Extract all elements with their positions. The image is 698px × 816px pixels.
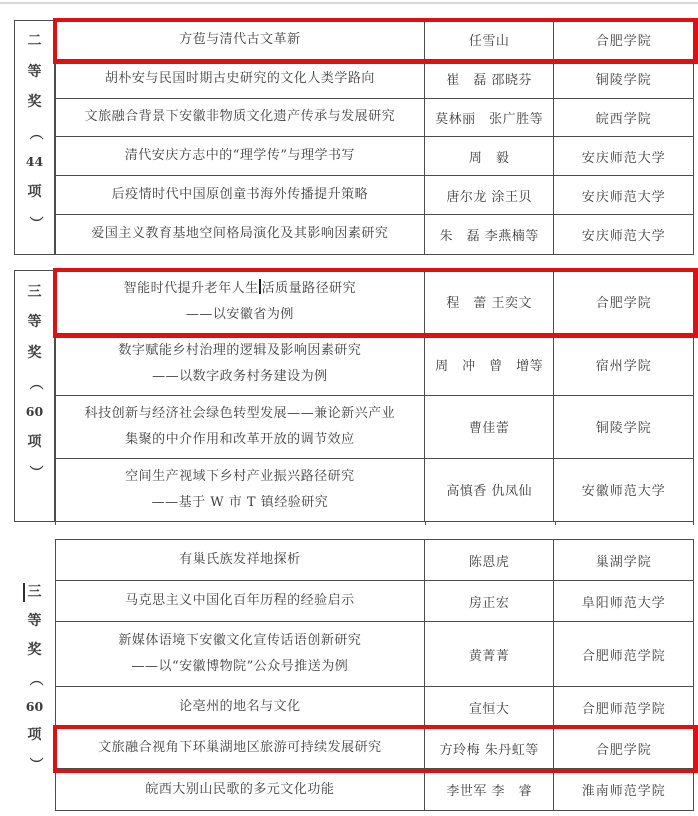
- table-row: [56, 176, 693, 215]
- award-label-char: 二: [27, 33, 42, 49]
- institution-cell[interactable]: 皖西学院: [595, 111, 652, 127]
- award-category-label: [14, 270, 55, 522]
- title-line: 科技创新与经济社会绿色转型发展——兼论新兴产业: [84, 405, 396, 421]
- award-label-char: 等: [27, 314, 42, 331]
- title-line: 文旅融合视角下环巢湖地区旅游可持续发展研究: [98, 740, 382, 755]
- award-table-section: [14, 20, 694, 255]
- table-rows: [56, 540, 693, 810]
- table-row: [56, 137, 693, 176]
- authors-cell[interactable]: 方玲梅 朱丹虹等: [425, 728, 555, 768]
- institution-cell[interactable]: 铜陵学院: [595, 73, 652, 89]
- authors-cell[interactable]: 陈恩虎: [425, 540, 555, 580]
- institution-cell[interactable]: 安徽师范大学: [581, 484, 666, 500]
- title-line: 后疫情时代中国原创童书海外传播提升策略: [111, 187, 369, 203]
- title-line: 清代安庆方志中的“理学传”与理学书写: [124, 148, 356, 164]
- table-row: [56, 687, 693, 728]
- award-label-char: 三: [28, 585, 42, 599]
- institution-cell[interactable]: 安庆师范大学: [581, 189, 666, 205]
- award-table-section: [14, 270, 694, 522]
- title-line: 马克思主义中国化百年历程的经验启示: [125, 593, 355, 608]
- title-line: 智能时代提升老年人生 活质量路径研究: [123, 280, 357, 296]
- results-table: [55, 270, 694, 522]
- award-category-label: [14, 20, 55, 255]
- table-row: [56, 581, 693, 622]
- table-row: [56, 540, 693, 581]
- table-row: [56, 769, 693, 810]
- title-cell[interactable]: [56, 622, 425, 686]
- award-label-char: 奖: [27, 344, 42, 361]
- title-cell[interactable]: [56, 137, 425, 175]
- award-label-char: 项: [27, 727, 42, 744]
- title-line: 胡朴安与民国时期古史研究的文化人类学路向: [104, 70, 375, 86]
- title-cell[interactable]: [56, 769, 425, 810]
- award-label-char: 项: [27, 433, 42, 450]
- table-row: [56, 21, 693, 60]
- institution-cell[interactable]: 合肥师范学院: [581, 648, 666, 664]
- title-cell[interactable]: [56, 60, 425, 98]
- institution-cell[interactable]: 安庆师范大学: [581, 150, 666, 166]
- results-table: [55, 20, 694, 255]
- top-divider-line: [0, 2, 698, 4]
- institution-cell[interactable]: 阜阳师范大学: [581, 595, 666, 611]
- title-cell[interactable]: [56, 99, 425, 137]
- authors-cell[interactable]: 周 冲 曾 增等: [425, 334, 555, 396]
- table-rows: [56, 271, 693, 521]
- institution-cell[interactable]: 合肥学院: [595, 742, 652, 758]
- authors-cell[interactable]: 宣恒大: [425, 687, 555, 727]
- award-label-char: 60: [25, 404, 44, 419]
- award-label-char: 60: [25, 698, 44, 714]
- table-row: [56, 60, 693, 99]
- title-line: ——以“安徽博物院”公众号推送为例: [131, 659, 349, 674]
- title-line: ——以数字政务村务建设为例: [152, 369, 328, 385]
- table-rows: [56, 21, 693, 254]
- authors-cell[interactable]: 曹佳蕾: [425, 396, 555, 458]
- title-cell[interactable]: [56, 396, 425, 458]
- award-label-char: 等: [27, 612, 42, 629]
- award-label-char: ）: [26, 756, 43, 771]
- cutoff-row-stub: [55, 521, 694, 525]
- authors-cell[interactable]: 房正宏: [425, 581, 555, 621]
- table-row: [56, 99, 693, 138]
- title-cell[interactable]: [56, 334, 425, 396]
- institution-cell[interactable]: 安庆师范大学: [581, 228, 666, 244]
- title-line: 集聚的中介作用和改革开放的调节效应: [125, 431, 355, 447]
- authors-cell[interactable]: 朱 磊 李燕楠等: [425, 215, 555, 254]
- award-label-char: 44: [25, 154, 44, 170]
- title-line: 方苞与清代古文革新: [179, 31, 301, 47]
- award-label-char: （: [26, 125, 43, 140]
- award-label-char: （: [26, 671, 43, 686]
- authors-cell[interactable]: 周 毅: [425, 137, 555, 175]
- award-category-label: [14, 539, 55, 811]
- award-label-char: 奖: [27, 641, 42, 658]
- table-row: [56, 459, 693, 522]
- authors-cell[interactable]: 任雪山: [425, 21, 555, 59]
- award-label-char: 奖: [27, 94, 42, 111]
- award-label-char: 项: [27, 184, 42, 201]
- title-line: 空间生产视域下乡村产业振兴路径研究: [125, 468, 355, 484]
- title-line: 新媒体语境下安徽文化宣传话语创新研究: [118, 633, 362, 648]
- institution-cell[interactable]: 铜陵学院: [595, 421, 652, 437]
- table-row: [56, 622, 693, 687]
- title-line: 数字赋能乡村治理的逻辑及影响因素研究: [118, 343, 362, 359]
- institution-cell[interactable]: 淮南师范学院: [581, 784, 666, 799]
- title-line: ——以安徽省为例: [185, 306, 294, 322]
- title-cell[interactable]: [56, 176, 425, 214]
- award-label-char: ）: [26, 215, 43, 230]
- title-line: ——基于 W 市 T 镇经验研究: [151, 494, 329, 510]
- title-cell[interactable]: [56, 459, 425, 522]
- title-line: 爱国主义教育基地空间格局演化及其影响因素研究: [91, 226, 389, 242]
- title-cell[interactable]: [56, 728, 425, 768]
- title-cell[interactable]: [56, 215, 425, 254]
- table-row: [56, 396, 693, 459]
- results-table: [55, 539, 694, 811]
- award-label-char: 三: [27, 284, 42, 300]
- authors-cell[interactable]: 高慎香 仇凤仙: [425, 459, 555, 522]
- title-cell[interactable]: [56, 581, 425, 621]
- title-cell[interactable]: [56, 540, 425, 580]
- table-row: [56, 334, 693, 397]
- authors-cell[interactable]: 黄菁菁: [425, 622, 555, 686]
- award-label-char: 等: [27, 63, 42, 80]
- title-line: 皖西大别山民歌的多元文化功能: [145, 781, 335, 797]
- institution-cell[interactable]: 合肥师范学院: [581, 701, 666, 717]
- institution-cell[interactable]: 宿州学院: [595, 358, 652, 374]
- title-line: 有巢氏族发祥地探析: [179, 552, 301, 567]
- authors-cell[interactable]: 唐尔龙 涂王贝: [425, 176, 555, 214]
- authors-cell[interactable]: 李世军 李 睿: [425, 769, 555, 810]
- table-row: [56, 215, 693, 254]
- table-row: [56, 728, 693, 769]
- award-label-char: （: [26, 375, 43, 390]
- title-cell[interactable]: [56, 687, 425, 727]
- title-cell[interactable]: [56, 21, 425, 59]
- authors-cell[interactable]: 莫林丽 张广胜等: [425, 99, 555, 137]
- authors-cell[interactable]: 程 蕾 王奕文: [425, 271, 555, 333]
- institution-cell[interactable]: 合肥学院: [595, 296, 652, 312]
- text-cursor: [23, 583, 25, 602]
- title-line: 论亳州的地名与文化: [179, 699, 301, 714]
- institution-cell[interactable]: 合肥学院: [595, 34, 652, 50]
- title-line: 文旅融合背景下安徽非物质文化遗产传承与发展研究: [84, 109, 396, 125]
- award-label-char: ）: [26, 465, 43, 479]
- institution-cell[interactable]: 巢湖学院: [595, 554, 652, 570]
- table-row: [56, 271, 693, 334]
- title-cell[interactable]: [56, 271, 425, 333]
- award-table-section: [14, 539, 694, 811]
- authors-cell[interactable]: 崔 磊 邵晓芬: [425, 60, 555, 98]
